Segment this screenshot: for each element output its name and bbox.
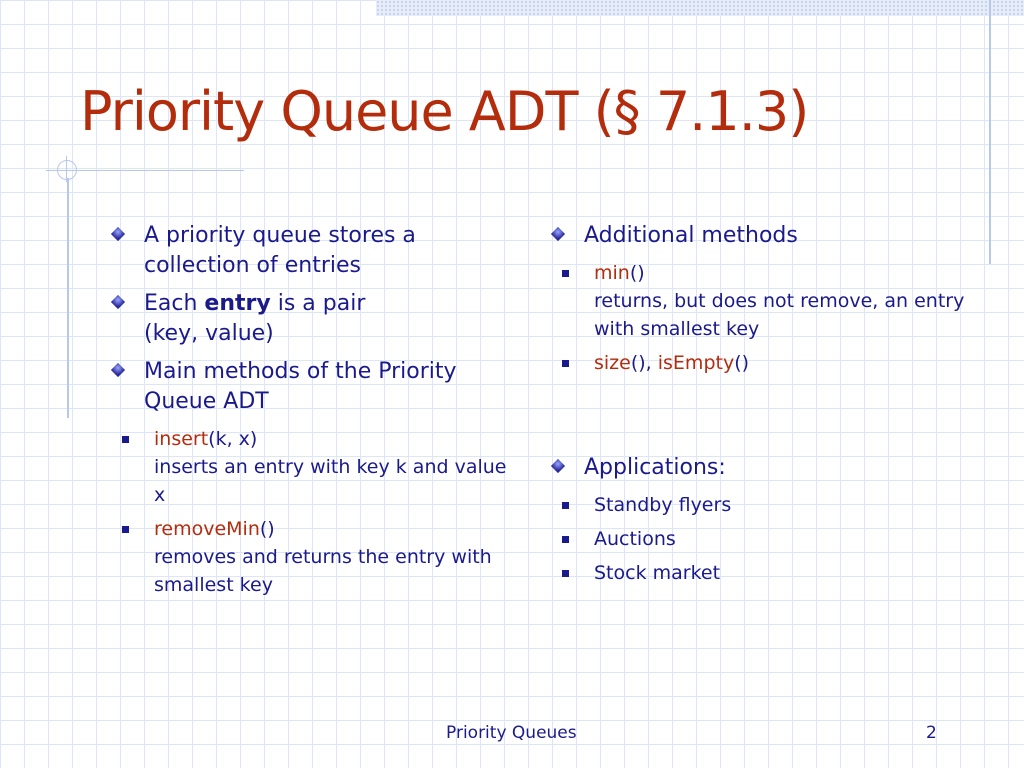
application-item <box>548 525 988 553</box>
square-bullet-icon <box>122 526 129 533</box>
bullet-entry-definition <box>108 289 518 349</box>
left-decoration-line <box>67 178 69 418</box>
method-removemin <box>108 515 518 599</box>
diamond-bullet-icon <box>551 459 565 473</box>
bullet-priority-queue-definition <box>108 221 518 281</box>
method-args: (k, x) <box>208 428 258 450</box>
bullet-text-line2: (key, value) <box>144 321 274 346</box>
square-bullet-icon <box>562 536 569 543</box>
method-min <box>548 259 988 343</box>
application-text: Standby flyers <box>594 494 732 516</box>
top-decoration-bar <box>376 0 1024 16</box>
method-description: returns, but does not remove, an entry with smallest key <box>594 290 965 340</box>
bullet-text-pre: Each <box>144 291 205 316</box>
bullet-text: Additional methods <box>584 223 798 248</box>
footer-title: Priority Queues <box>446 723 577 743</box>
method-description: inserts an entry with key k and value x <box>154 456 507 506</box>
method-name: removeMin <box>154 518 260 540</box>
circle-crosshair-line <box>66 156 67 182</box>
bullet-text-bold: entry <box>204 291 271 316</box>
right-decoration-line <box>989 0 991 264</box>
method-args: () <box>629 262 645 284</box>
method-separator: (), <box>630 352 658 374</box>
square-bullet-icon <box>562 360 569 367</box>
square-bullet-icon <box>562 502 569 509</box>
bullet-main-methods <box>108 357 518 417</box>
bullet-text: Main methods of the Priority Queue ADT <box>144 359 457 414</box>
square-bullet-icon <box>122 436 129 443</box>
method-insert <box>108 425 518 509</box>
square-bullet-icon <box>562 570 569 577</box>
diamond-bullet-icon <box>111 295 125 309</box>
bullet-additional-methods <box>548 221 988 251</box>
page-number: 2 <box>926 723 937 743</box>
slide-title: Priority Queue ADT (§ 7.1.3) <box>80 80 809 143</box>
square-bullet-icon <box>562 270 569 277</box>
diamond-bullet-icon <box>111 363 125 377</box>
bullet-applications <box>548 453 988 483</box>
method-args: () <box>259 518 275 540</box>
diamond-bullet-icon <box>551 227 565 241</box>
method-name: insert <box>154 428 209 450</box>
column-spacer <box>548 383 988 453</box>
circle-decoration <box>57 160 77 180</box>
right-column <box>548 221 988 593</box>
application-item <box>548 491 988 519</box>
left-column <box>108 221 518 605</box>
method-args: () <box>734 352 750 374</box>
method-name-isempty: isEmpty <box>657 352 735 374</box>
application-item <box>548 559 988 587</box>
bullet-text: A priority queue stores a collection of entries <box>144 223 416 278</box>
method-name: min <box>594 262 630 284</box>
bullet-text: Applications: <box>584 455 726 480</box>
method-name-size: size <box>594 352 631 374</box>
diamond-bullet-icon <box>111 227 125 241</box>
application-text: Auctions <box>594 528 676 550</box>
bullet-text-post: is a pair <box>270 291 366 316</box>
application-text: Stock market <box>594 562 721 584</box>
method-description: removes and returns the entry with smallest key <box>154 546 492 596</box>
method-size-isempty <box>548 349 988 377</box>
